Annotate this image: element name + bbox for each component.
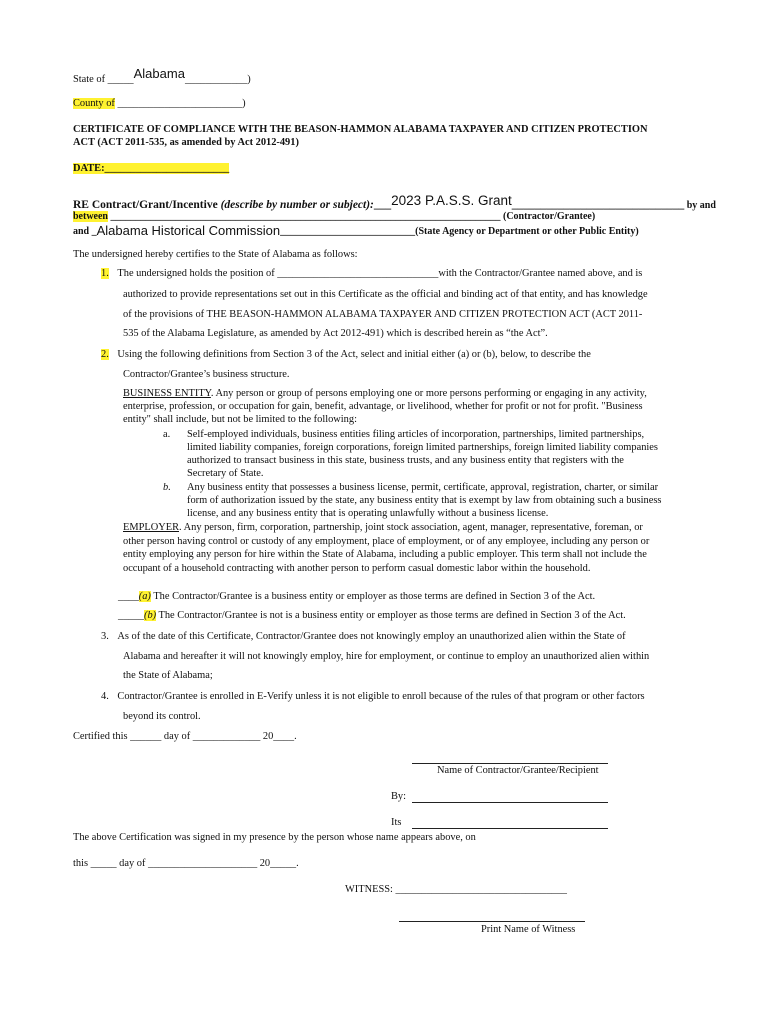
item-3-line-2: Alabama and hereafter it will not knowingly employ, hire for employment, or continue to employ an unauthorized alien within bbox=[123, 651, 650, 662]
state-line bbox=[73, 66, 251, 86]
option-b-marker: (b) bbox=[143, 610, 157, 621]
name-signature-line[interactable] bbox=[412, 763, 608, 764]
its-signature-line[interactable] bbox=[412, 828, 608, 829]
item-3-text: As of the date of this Certificate, Contractor/Grantee does not knowingly employ an unauthorized alien within the State of bbox=[117, 631, 626, 642]
item-1-line-3: of the provisions of THE BEASON-HAMMON ALABAMA TAXPAYER AND CITIZEN PROTECTION ACT (ACT 2011- bbox=[123, 309, 643, 320]
subitem-a-line-2: limited liability companies, foreign corporations, foreign limited partnerships, foreign limited liability companies bbox=[187, 442, 658, 453]
subitem-b-line-1: Any business entity that possesses a business license, permit, certificate, approval, registration, charter, or similar bbox=[187, 482, 659, 493]
item-2-line-2: Contractor/Grantee’s business structure. bbox=[123, 369, 290, 380]
employer-line-1 bbox=[123, 522, 643, 534]
item-4-number: 4. bbox=[101, 691, 109, 702]
re-blank-after: ______________________________ bbox=[511, 199, 685, 211]
item-1-line-4: 535 of the Alabama Legislature, as amended by Act 2012-491) which is described herein as “the Act”. bbox=[123, 328, 548, 339]
employer-line-3: entity employing any person for hire within the State of Alabama, including a public employer. This term shall not include the bbox=[123, 549, 647, 560]
item-3-line-3: the State of Alabama; bbox=[123, 670, 213, 681]
option-a-text: The Contractor/Grantee is a business entity or employer as those terms are defined in Section 3 of the Act. bbox=[150, 591, 596, 602]
contractor-label: (Contractor/Grantee) bbox=[500, 211, 596, 222]
option-a-initial-field[interactable]: ____ bbox=[118, 591, 139, 602]
state-suffix-blank: ____________) bbox=[184, 74, 251, 85]
subitem-a-line-3: authorized to transact business in this state, business trusts, and any business entity that registers with the bbox=[187, 455, 624, 466]
position-field[interactable]: _______________________________ bbox=[277, 268, 439, 279]
subitem-b-line-3: license, and any business entity that is operating unlawfully without a business license. bbox=[187, 508, 549, 519]
option-a-marker: (a) bbox=[138, 591, 151, 602]
business-entity-line-2: enterprise, profession, or occupation for gain, benefit, advantage, or livelihood, whether for profit or not for profit. "Business bbox=[123, 401, 643, 412]
witness-label: WITNESS: bbox=[345, 884, 393, 895]
state-label: State of bbox=[73, 74, 106, 85]
employer-line-4: occupant of a household contracting with another person to perform casual domestic labor within the household. bbox=[123, 563, 591, 574]
subitem-b-marker: b. bbox=[163, 482, 171, 493]
witness-intro: The above Certification was signed in my presence by the person whose name appears above, on bbox=[73, 832, 476, 843]
option-b-line bbox=[118, 610, 626, 622]
witness-print-name-line[interactable] bbox=[399, 921, 585, 922]
agency-label: (State Agency or Department or other Public Entity) bbox=[415, 226, 639, 237]
re-label-italic: (describe by number or subject): bbox=[220, 199, 374, 211]
county-field[interactable]: ________________________) bbox=[117, 98, 246, 109]
agency-field[interactable]: Alabama Historical Commission bbox=[96, 223, 281, 238]
county-line bbox=[73, 98, 246, 110]
re-label: RE Contract/Grant/Incentive bbox=[73, 199, 221, 211]
item-1-text-a: The undersigned holds the position of bbox=[117, 268, 278, 279]
business-entity-term: BUSINESS ENTITY bbox=[123, 388, 211, 399]
state-prefix-blank: _____ bbox=[107, 74, 134, 85]
title-line-1: CERTIFICATE OF COMPLIANCE WITH THE BEASON-HAMMON ALABAMA TAXPAYER AND CITIZEN PROTECTION bbox=[73, 124, 648, 135]
its-label: Its bbox=[391, 817, 402, 828]
option-b-initial-field[interactable]: _____ bbox=[118, 610, 144, 621]
intro-text: The undersigned hereby certifies to the State of Alabama as follows: bbox=[73, 249, 358, 260]
by-label: By: bbox=[391, 791, 407, 802]
certified-date-field[interactable]: Certified this ______ day of _____________ 20____. bbox=[73, 731, 297, 742]
between-label: between bbox=[73, 211, 108, 222]
print-name-label: Print Name of Witness bbox=[481, 924, 576, 935]
subitem-a-marker: a. bbox=[163, 429, 171, 440]
name-label: Name of Contractor/Grantee/Recipient bbox=[437, 765, 599, 776]
item-3-number: 3. bbox=[101, 631, 109, 642]
employer-term: EMPLOYER bbox=[123, 522, 179, 533]
item-1-line-1 bbox=[101, 268, 642, 280]
subitem-b-line-2: form of authorization issued by the state, any business entity that is exempt by law from obtaining such a business bbox=[187, 495, 662, 506]
witness-line bbox=[345, 884, 567, 896]
between-line bbox=[73, 211, 595, 223]
item-1-text-b: with the Contractor/Grantee named above, and is bbox=[438, 268, 643, 279]
by-and-label: by and bbox=[684, 200, 716, 211]
item-1-line-2: authorized to provide representations set out in this Certificate as the official and binding act of that entity, and has knowledge bbox=[123, 289, 648, 300]
re-blank-before: ___ bbox=[373, 199, 392, 211]
business-entity-line-3: entity" shall include, but not be limited to the following: bbox=[123, 414, 357, 425]
item-4-text: Contractor/Grantee is enrolled in E-Verify unless it is not eligible to enroll because of the rules of that program or other factors bbox=[117, 691, 645, 702]
item-4-line-2: beyond its control. bbox=[123, 711, 201, 722]
item-2-number: 2. bbox=[101, 349, 109, 360]
and-label: and bbox=[73, 226, 90, 237]
item-2-line-1 bbox=[101, 349, 591, 361]
option-a-line bbox=[118, 591, 595, 603]
option-b-text: The Contractor/Grantee is not is a business entity or employer as those terms are defined in Section 3 of the Act. bbox=[156, 610, 626, 621]
date-label: DATE:________________________ bbox=[73, 163, 230, 174]
county-label: County of bbox=[73, 98, 115, 109]
agency-blank-before: _ bbox=[91, 226, 97, 237]
item-1-number: 1. bbox=[101, 268, 109, 279]
business-entity-line-1 bbox=[123, 388, 647, 400]
agency-line bbox=[73, 224, 639, 238]
item-4-line-1 bbox=[101, 691, 645, 703]
title-line-2: ACT (ACT 2011-535, as amended by Act 2012-491) bbox=[73, 137, 299, 148]
witness-date-field[interactable]: this _____ day of _____________________ 20_____. bbox=[73, 858, 299, 869]
contractor-field[interactable]: ______________________________________________________________________________ bbox=[110, 211, 501, 222]
by-signature-line[interactable] bbox=[412, 802, 608, 803]
witness-signature-field[interactable]: _________________________________ bbox=[395, 884, 567, 895]
item-3-line-1 bbox=[101, 631, 626, 643]
state-field[interactable]: Alabama bbox=[133, 66, 185, 81]
item-2-text: Using the following definitions from Section 3 of the Act, select and initial either (a) or (b), below, to describe the bbox=[117, 349, 591, 360]
agency-blank-after: ___________________________ bbox=[280, 226, 416, 237]
employer-line-2: other person having control or custody of any employment, place of employment, or of any employee, including any person or bbox=[123, 536, 650, 547]
subject-field[interactable]: 2023 P.A.S.S. Grant bbox=[391, 193, 512, 208]
subitem-a-line-1: Self-employed individuals, business entities filing articles of incorporation, partnerships, limited partnerships, bbox=[187, 429, 645, 440]
subitem-a-line-4: Secretary of State. bbox=[187, 468, 264, 479]
business-entity-text-1: . Any person or group of persons employing one or more persons performing or engaging in any activity, bbox=[210, 388, 647, 399]
employer-text-1: . Any person, firm, corporation, partnership, joint stock association, agent, manager, representative, foreman, or bbox=[179, 522, 643, 533]
date-field[interactable] bbox=[73, 163, 229, 175]
